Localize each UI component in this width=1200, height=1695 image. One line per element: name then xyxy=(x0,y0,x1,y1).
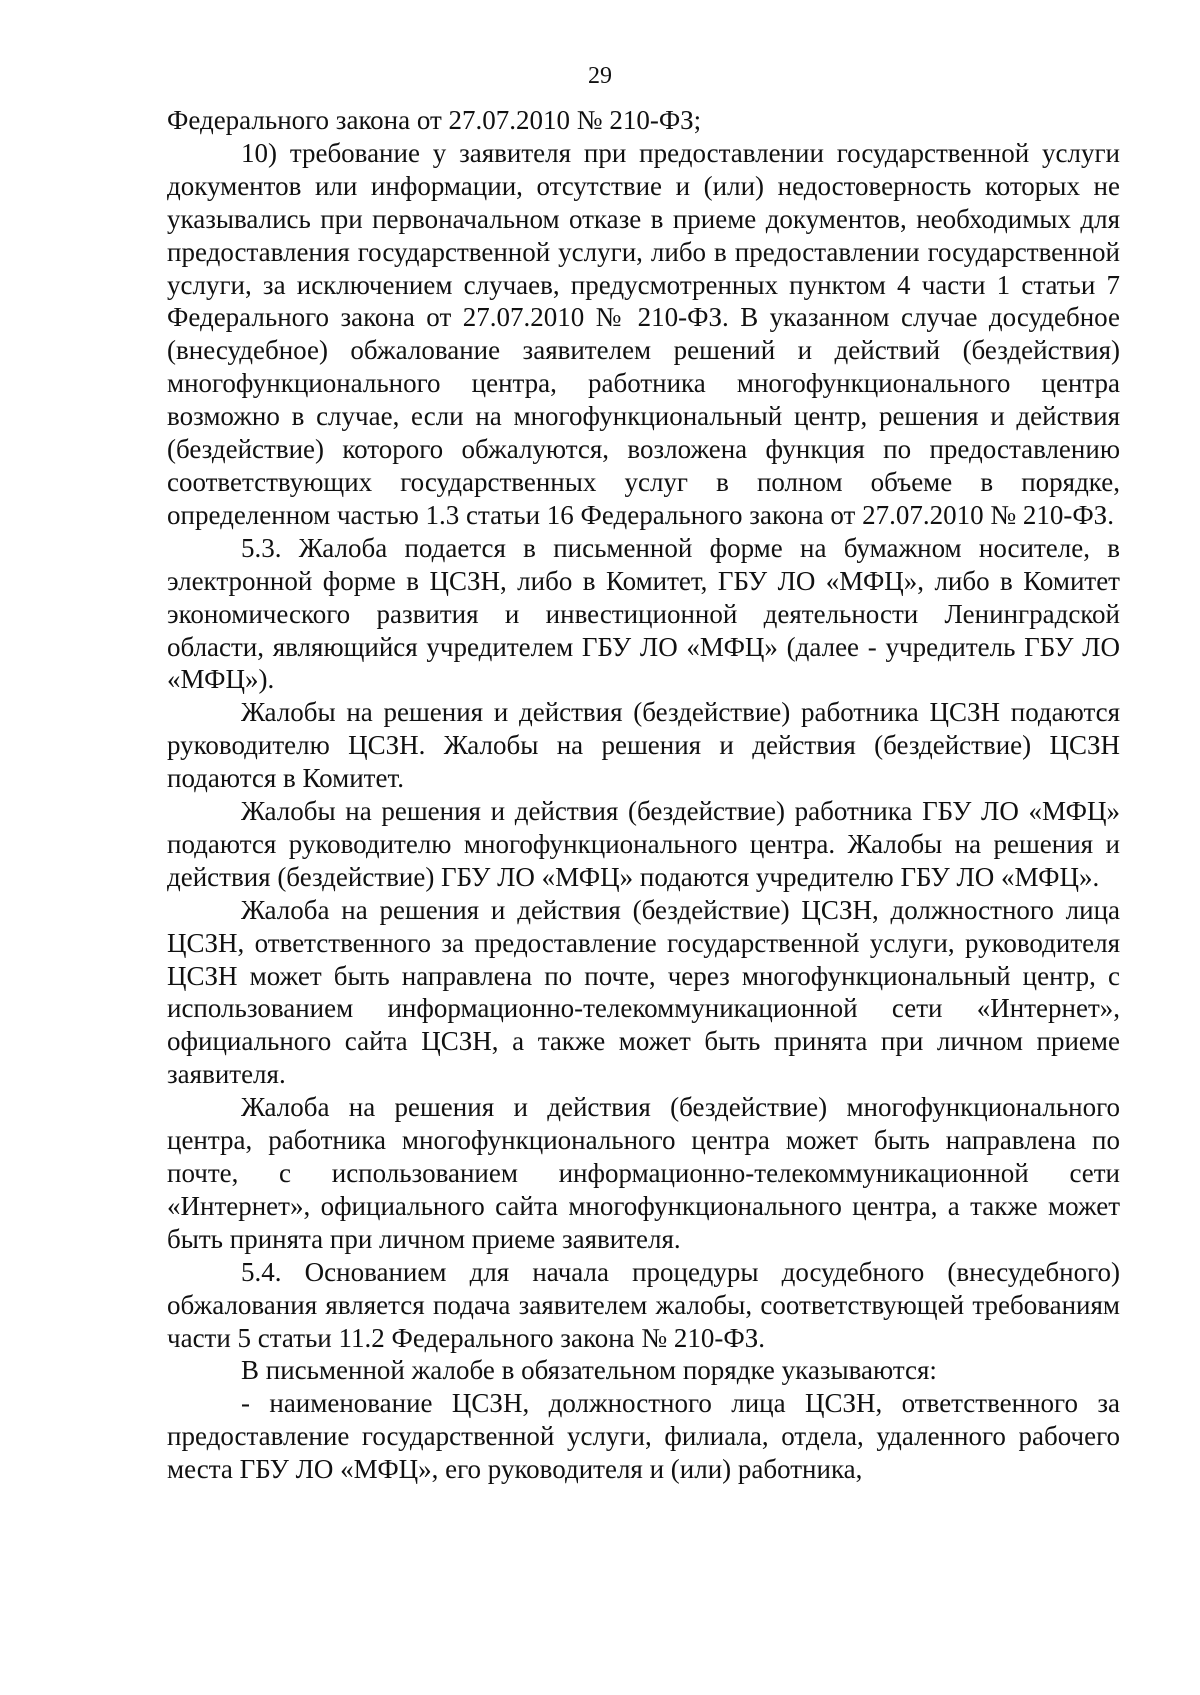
paragraph-1: Федерального закона от 27.07.2010 № 210-ФЗ; xyxy=(167,105,702,135)
paragraph-2: 10) требование у заявителя при предоставлении государственной услуги документов или информации, отсутствие и (или) недостоверность которых не указывались при первоначальном отказе в приеме документов, необходимых для предоставления государственной услуги, либо в предоставлении государственной услуги, за исключением случаев, предусмотренных пунктом 4 части 1 статьи 7 Федерального закона от 27.07.2010 № 210-ФЗ. В указанном случае досудебное (внесудебное) обжалование заявителем решений и действий (бездействия) многофункционального центра, работника многофункционального центра возможно в случае, если на многофункциональный центр, решения и действия (бездействие) которого обжалуются, возложена функция по предоставлению соответствующих государственных услуг в полном объеме в порядке, определенном частью 1.3 статьи 16 Федерального закона от 27.07.2010 № 210-ФЗ. xyxy=(167,137,1120,530)
paragraph-8: 5.4. Основанием для начала процедуры досудебного (внесудебного) обжалования является подача заявителем жалобы, соответствующей требованиям части 5 статьи 11.2 Федерального закона № 210-ФЗ. xyxy=(167,1256,1120,1353)
paragraph-5: Жалобы на решения и действия (бездействие) работника ГБУ ЛО «МФЦ» подаются руководителю многофункционального центра. Жалобы на решения и действия (бездействие) ГБУ ЛО «МФЦ» подаются учредителю ГБУ ЛО «МФЦ». xyxy=(167,796,1120,892)
page-number: 29 xyxy=(588,63,612,89)
paragraph-4: Жалобы на решения и действия (бездействие) работника ЦСЗН подаются руководителю ЦСЗН. Жалобы на решения и действия (бездействие) ЦСЗН подаются в Комитет. xyxy=(167,697,1120,794)
document-body xyxy=(167,104,1120,1486)
paragraph-6: Жалоба на решения и действия (бездействие) ЦСЗН, должностного лица ЦСЗН, ответственного за предоставление государственной услуги, руководителя ЦСЗН может быть направлена по почте, через многофункциональный центр, с использованием информационно-телекоммуникационной сети «Интернет», официального сайта ЦСЗН, а также может быть принята при личном приеме заявителя. xyxy=(167,894,1120,1090)
paragraph-7: Жалоба на решения и действия (бездействие) многофункционального центра, работника многофункционального центра может быть направлена по почте, с использованием информационно-телекоммуникационной сети «Интернет», официального сайта многофункционального центра, а также может быть принята при личном приеме заявителя. xyxy=(167,1092,1120,1254)
paragraph-10: - наименование ЦСЗН, должностного лица ЦСЗН, ответственного за предоставление государственной услуги, филиала, отдела, удаленного рабочего места ГБУ ЛО «МФЦ», его руководителя и (или) работника, xyxy=(167,1388,1120,1485)
paragraph-3: 5.3. Жалоба подается в письменной форме на бумажном носителе, в электронной форме в ЦСЗН, либо в Комитет, ГБУ ЛО «МФЦ», либо в Комитет экономического развития и инвестиционной деятельности Ленинградской области, являющийся учредителем ГБУ ЛО «МФЦ» (далее - учредитель ГБУ ЛО «МФЦ»). xyxy=(167,532,1120,695)
paragraph-9: В письменной жалобе в обязательном порядке указываются: xyxy=(241,1355,937,1386)
